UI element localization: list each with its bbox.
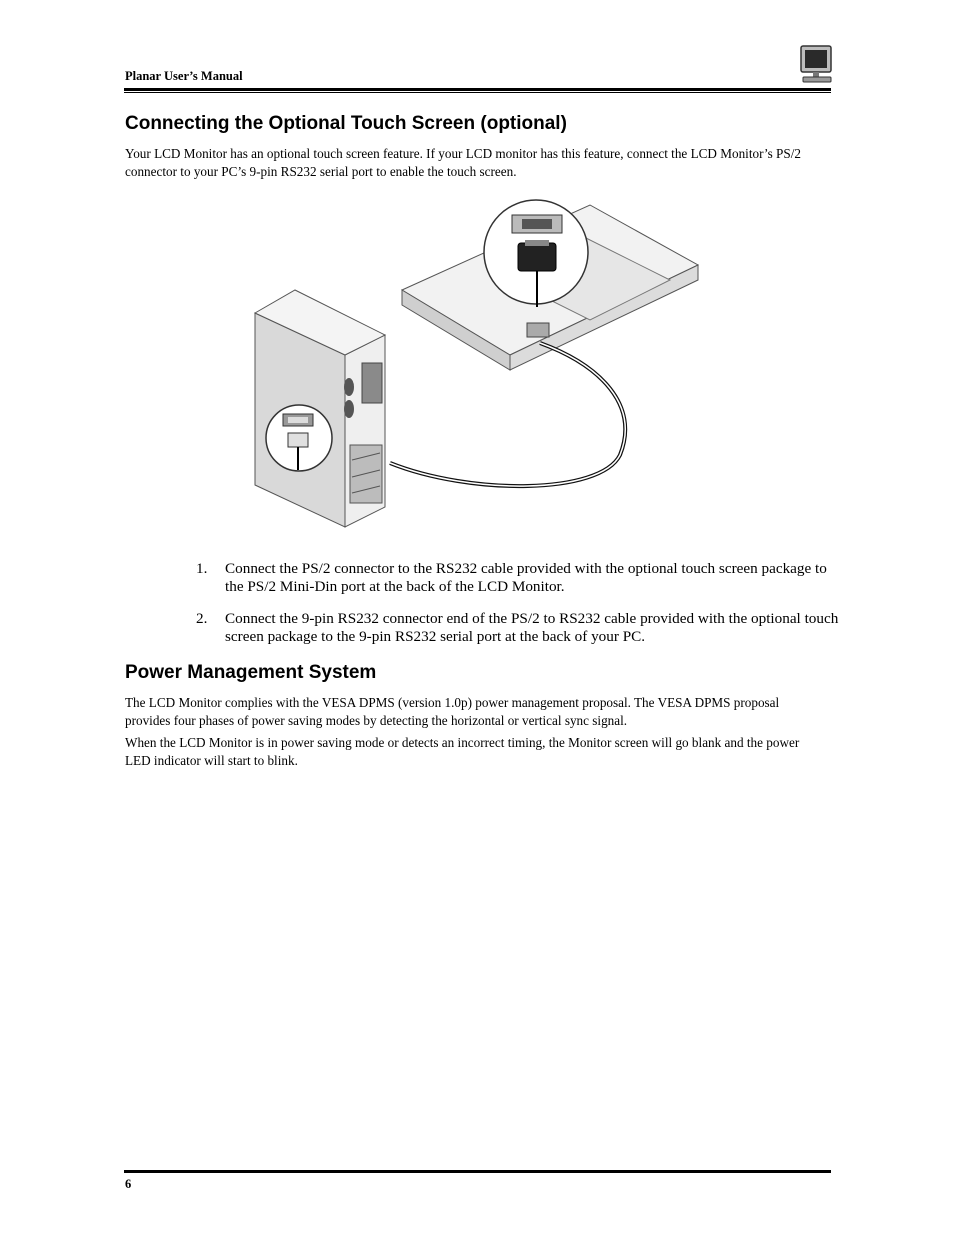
power-management-para-1: The LCD Monitor complies with the VESA DPMS (version 1.0p) power management proposal. The VESA DPMS proposal provides four phases of power saving modes by detecting the horizontal or vertical sync signal. [125,695,780,728]
pc-tower [255,290,385,527]
pc-serial-port-closeup [266,405,332,471]
step-text: Connect the 9-pin RS232 connector end of the PS/2 to RS232 cable provided with the optional touch screen package to the 9-pin RS232 serial port at the back of your PC. [225,610,839,645]
header-rule [124,88,831,91]
list-item: 1. Connect the PS/2 connector to the RS232 cable provided with the optional touch screen package to the PS/2 Mini-Din port at the back of the LCD Monitor. [196,560,827,595]
power-management-para-2: When the LCD Monitor is in power saving mode or detects an incorrect timing, the Monitor screen will go blank and the power LED indicator will start to blink. [125,735,800,768]
pc-to-monitor-connection-illustration [250,195,710,530]
power-management-heading: Power Management System [125,662,377,683]
monitor-icon [797,44,837,86]
touch-screen-heading: Connecting the Optional Touch Screen (optional) [125,113,567,134]
manual-title: Planar User’s Manual [125,69,243,83]
header-rule-thin [124,92,831,93]
page-number: 6 [125,1177,132,1191]
touch-screen-intro: Your LCD Monitor has an optional touch screen feature. If your LCD monitor has this feature, connect the LCD Monitor’s PS/2 connector to your PC’s 9-pin RS232 serial port to enable the touch screen. [125,146,801,179]
step-text: Connect the PS/2 connector to the RS232 cable provided with the optional touch screen package to the PS/2 Mini-Din port at the back of the LCD Monitor. [225,560,827,595]
footer-rule [124,1170,831,1173]
list-item: 2. Connect the 9-pin RS232 connector end of the PS/2 to RS232 cable provided with the optional touch screen package to the 9-pin RS232 serial port at the back of your PC. [196,610,839,645]
